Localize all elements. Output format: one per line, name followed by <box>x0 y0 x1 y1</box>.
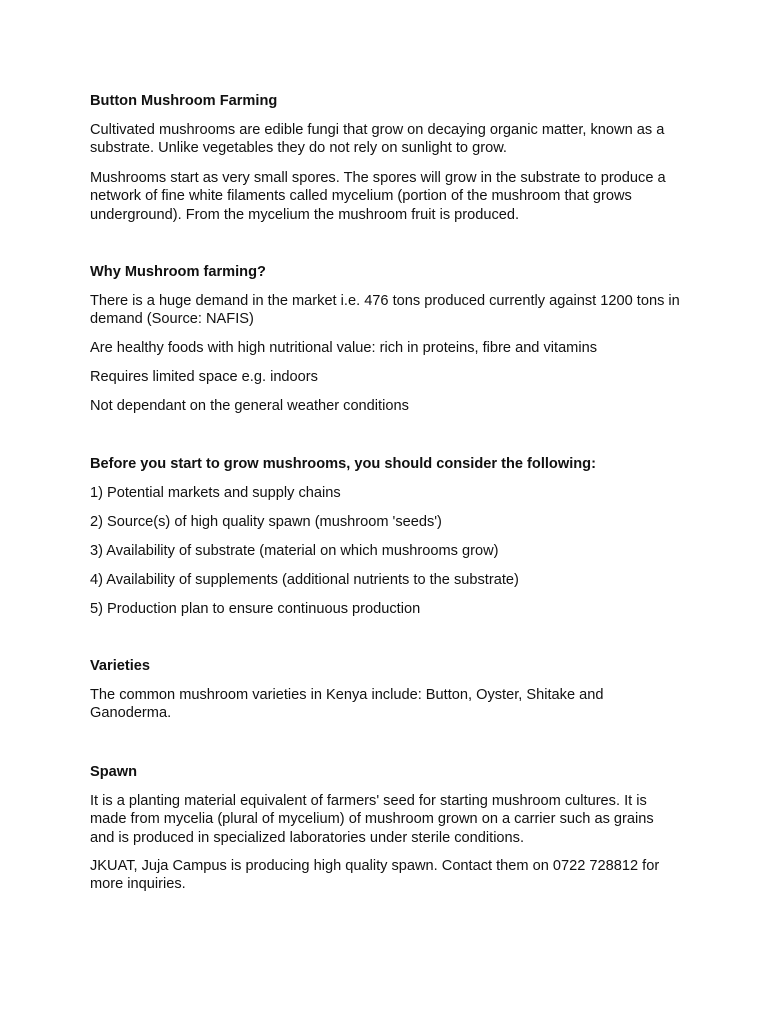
why-paragraph: Requires limited space e.g. indoors <box>90 369 318 385</box>
intro-paragraph: Mushrooms start as very small spores. The spores will grow in the substrate to produce a network of fine white filaments called mycelium (portion of the mushroom that grows underground). From the mycelium the mushroom fruit is produced. <box>90 170 666 223</box>
list-item: 1) Potential markets and supply chains <box>90 485 341 501</box>
intro-paragraph: Cultivated mushrooms are edible fungi that grow on decaying organic matter, known as a substrate. Unlike vegetables they do not rely on sunlight to grow. <box>90 122 665 157</box>
section-heading-spawn: Spawn <box>90 764 138 780</box>
list-item: 3) Availability of substrate (material on which mushrooms grow) <box>90 543 499 559</box>
list-item: 5) Production plan to ensure continuous production <box>90 601 421 617</box>
list-item: 2) Source(s) of high quality spawn (mushroom 'seeds') <box>90 514 442 530</box>
section-heading-before: Before you start to grow mushrooms, you should consider the following: <box>90 456 596 472</box>
varieties-paragraph: The common mushroom varieties in Kenya include: Button, Oyster, Shitake and Ganoderma. <box>90 687 604 722</box>
why-paragraph: Are healthy foods with high nutritional value: rich in proteins, fibre and vitamins <box>90 340 597 356</box>
section-heading-why: Why Mushroom farming? <box>90 264 266 280</box>
section-heading-varieties: Varieties <box>90 658 151 674</box>
why-paragraph: There is a huge demand in the market i.e. 476 tons produced currently against 1200 tons in demand (Source: NAFIS) <box>90 293 680 328</box>
spawn-paragraph: It is a planting material equivalent of farmers' seed for starting mushroom cultures. It is made from mycelia (plural of mycelium) of mushroom grown on a carrier such as grains and is produced in specialized laboratories under sterile conditions. <box>90 793 654 846</box>
spawn-paragraph: JKUAT, Juja Campus is producing high quality spawn. Contact them on 0722 728812 for more inquiries. <box>90 858 660 893</box>
why-paragraph: Not dependant on the general weather conditions <box>90 398 409 414</box>
list-item: 4) Availability of supplements (additional nutrients to the substrate) <box>90 572 519 588</box>
document-title: Button Mushroom Farming <box>90 93 278 109</box>
